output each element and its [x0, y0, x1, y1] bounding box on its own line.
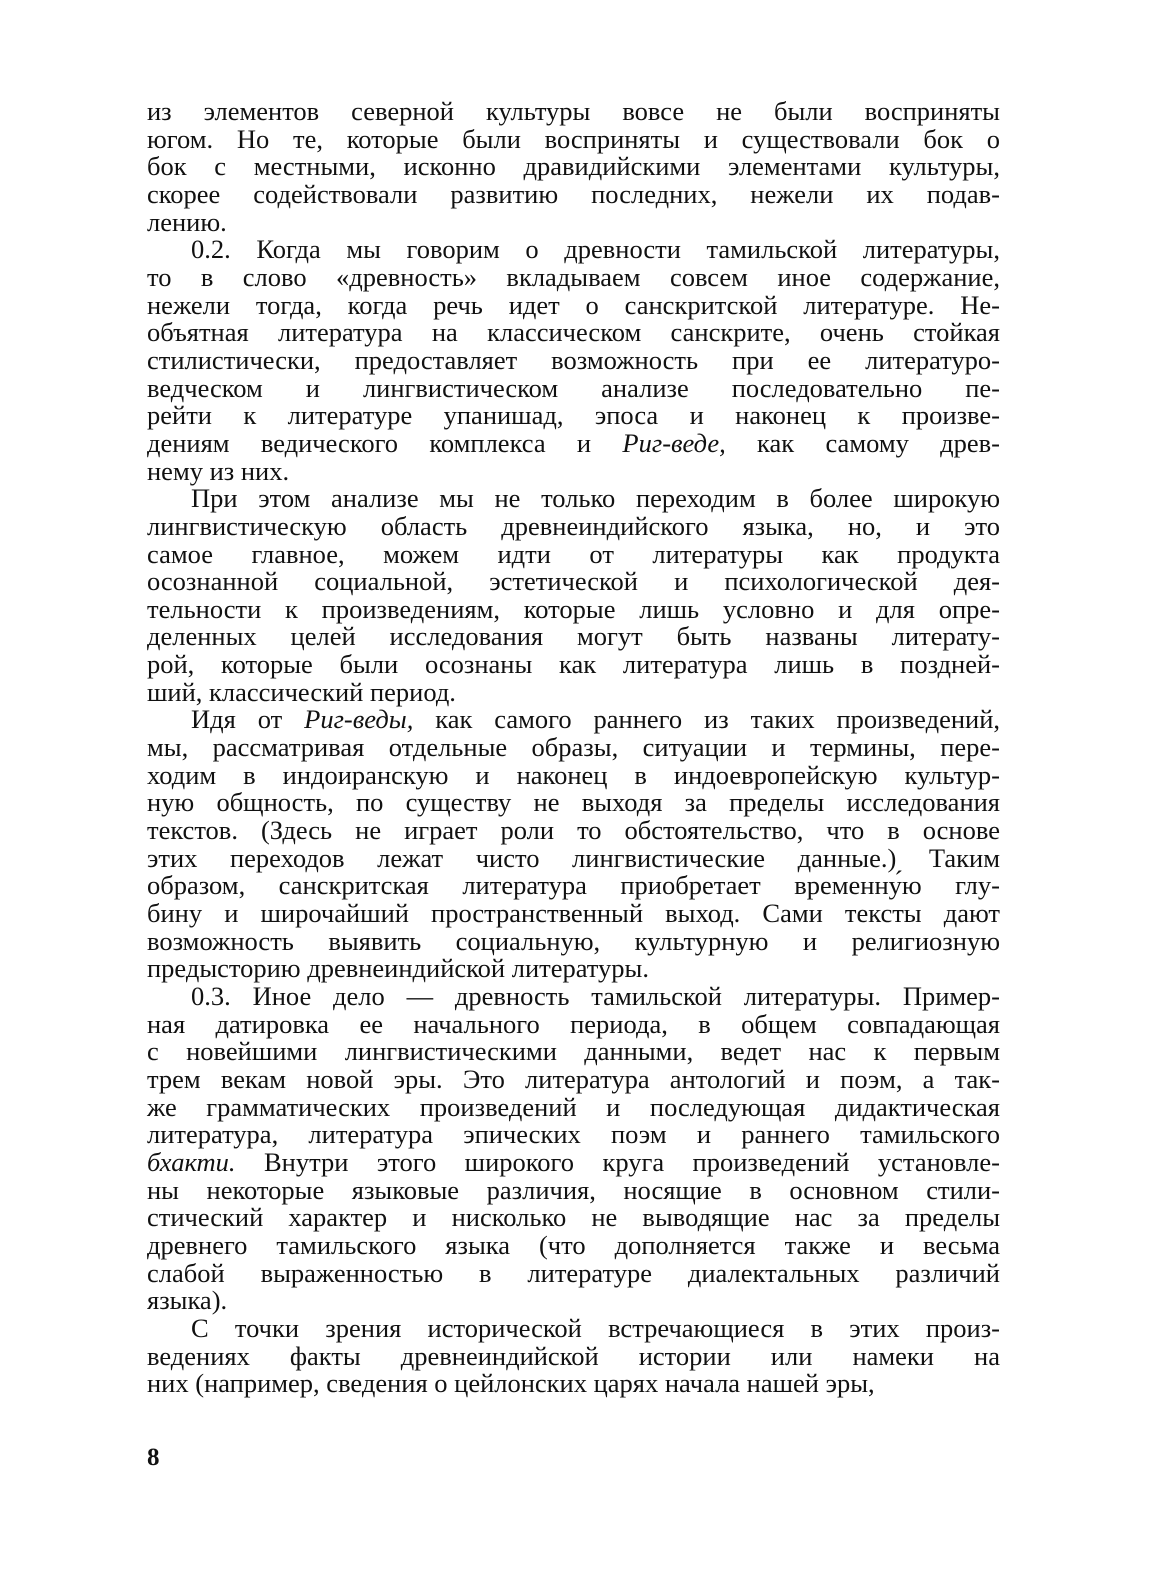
text-line	[147, 538, 1000, 569]
text-line	[147, 593, 1000, 624]
text-run: ведческом и лингвистическом анализе последовательно пе-	[147, 372, 1000, 403]
text-line	[147, 1257, 1000, 1288]
text-run: ший, классический период.	[147, 676, 456, 707]
text-run: из элементов северной культуры вовсе не были восприняты	[147, 96, 1000, 126]
text-line	[147, 955, 1000, 983]
text-line	[147, 1287, 1000, 1315]
text-run: рой, которые были осознаны как литература лишь в поздней-	[147, 649, 1000, 680]
page-body	[147, 98, 1000, 1398]
text-run: мы, рассматривая отдельные образы, ситуации и термины, пере-	[147, 732, 1000, 763]
text-line	[147, 178, 1000, 209]
text-run: бок с местными, исконно дравидийскими элементами культуры,	[147, 151, 1000, 182]
text-line	[147, 1008, 1000, 1039]
text-run: Идя от	[191, 704, 305, 735]
text-line	[147, 455, 1000, 486]
text-line	[147, 759, 1000, 790]
text-line	[147, 900, 1000, 928]
text-run: деленных целей исследования могут быть названы литерату-	[147, 621, 1000, 652]
italic-term: Риг-веды,	[304, 704, 414, 735]
text-run: тельности к произведениям, которые лишь условно и для опре-	[147, 593, 1000, 624]
text-run: текстов. (Здесь не играет роли то обстоятельство, что в основе	[147, 815, 1000, 846]
text-line	[147, 1121, 1000, 1149]
text-run: образом, санскритская литература приобретает временну́ю глу-	[147, 870, 1000, 901]
text-run: С точки зрения исторической встречающиеся в этих произ-	[191, 1312, 1000, 1343]
text-run: объятная литература на классическом санскрите, очень стойкая	[147, 317, 1000, 348]
text-line	[147, 1038, 1000, 1066]
text-line	[147, 651, 1000, 679]
italic-term: бхакти.	[147, 1146, 236, 1177]
text-run: 0.2. Когда мы говорим о древности тамильской литературы,	[191, 234, 1000, 265]
text-line	[147, 568, 1000, 596]
text-line	[147, 206, 1000, 237]
text-run: то в слово «древность» вкладываем совсем иное содержание,	[147, 261, 1000, 292]
text-run: осознанной социальной, эстетической и психологической дея-	[147, 566, 1000, 597]
text-run: рейти к литературе упанишад, эпоса и наконец к произве-	[147, 400, 1000, 431]
text-line	[147, 98, 1000, 126]
text-run: языка).	[147, 1285, 228, 1316]
text-line	[147, 372, 1000, 403]
text-line	[147, 1312, 1000, 1343]
page-number: 8	[147, 1444, 160, 1471]
text-run: югом. Но те, которые были восприняты и существовали бок о	[147, 123, 1000, 154]
text-run: трем векам новой эры. Это литература антологий и поэм, а так-	[147, 1063, 1000, 1094]
text-line	[147, 427, 1000, 458]
text-run: нему из них.	[147, 455, 290, 486]
text-run: ную общность, по существу не выходя за пределы исследования	[147, 787, 1000, 818]
text-line	[147, 1229, 1000, 1260]
text-run: ходим в индоиранскую и наконец в индоевропейскую культур-	[147, 759, 1000, 790]
text-run: бину и широчайший пространственный выход. Сами тексты дают	[147, 898, 1000, 929]
text-run: с новейшими лингвистическими данными, ведет нас к первым	[147, 1036, 1000, 1067]
text-run: возможность выявить социальную, культурную и религиозную	[147, 925, 1000, 956]
paragraph	[147, 98, 1000, 236]
text-line	[147, 789, 1000, 817]
text-run: Внутри этого широкого круга произведений установле-	[235, 1146, 1000, 1177]
paragraph	[147, 983, 1000, 1315]
text-run: дениям ведического комплекса и	[147, 427, 623, 458]
italic-term: Риг-веде,	[622, 427, 726, 458]
text-run: как самому древ-	[725, 427, 1000, 458]
text-line	[147, 319, 1000, 347]
text-line	[147, 289, 1000, 320]
text-run: 0.3. Иное дело — древность тамильской литературы. Пример-	[191, 981, 1000, 1011]
text-line	[147, 925, 1000, 956]
paragraph	[147, 1312, 1000, 1399]
text-line	[147, 1340, 1000, 1371]
text-run: ная датировка ее начального периода, в общем совпадающая	[147, 1008, 1000, 1039]
text-line	[147, 872, 1000, 900]
text-run: древнего тамильского языка (что дополняется также и весьма	[147, 1229, 1000, 1260]
text-line	[147, 623, 1000, 651]
text-run: При этом анализе мы не только переходим в более широкую	[191, 483, 1000, 514]
text-line	[147, 344, 1000, 375]
text-run: же грамматических произведений и последующая дидактическая	[147, 1091, 1000, 1122]
text-line	[147, 734, 1000, 762]
text-run: них (например, сведения о цейлонских царях начала нашей эры,	[147, 1368, 875, 1399]
text-run: скорее содействовали развитию последних, нежели их подав-	[147, 178, 1000, 209]
text-line	[147, 676, 1000, 707]
text-line	[147, 1063, 1000, 1094]
text-run: ведениях факты древнеиндийской истории или намеки на	[147, 1340, 1000, 1371]
text-line	[147, 817, 1000, 845]
text-run: самое главное, можем идти от литературы как продукта	[147, 538, 1000, 569]
text-run: лингвистическую область древнеиндийского языка, но, и это	[147, 510, 1000, 541]
text-line	[147, 123, 1000, 154]
text-line	[147, 1174, 1000, 1205]
text-line	[147, 842, 1000, 873]
text-line	[147, 1370, 1000, 1398]
text-line	[147, 402, 1000, 430]
text-run: нежели тогда, когда речь идет о санскритской литературе. Не-	[147, 289, 1000, 320]
paragraph	[147, 485, 1000, 706]
text-run: предысторию древнеиндийской литературы.	[147, 953, 649, 984]
text-line	[147, 983, 1000, 1011]
text-line	[147, 153, 1000, 181]
text-run: этих переходов лежат чисто лингвистические данные.) Таким	[147, 842, 1000, 873]
text-line	[147, 261, 1000, 292]
text-run: слабой выраженностью в литературе диалектальных различий	[147, 1257, 1000, 1288]
text-run: стилистически, предоставляет возможность при ее литературо-	[147, 344, 1000, 375]
text-run: литература, литература эпических поэм и раннего тамильского	[147, 1119, 1000, 1150]
text-run: ны некоторые языковые различия, носящие в основном стили-	[147, 1174, 1000, 1205]
text-line	[147, 510, 1000, 541]
text-line	[147, 1146, 1000, 1177]
paragraph	[147, 236, 1000, 485]
text-line	[147, 236, 1000, 264]
text-run: как самого раннего из таких произведений,	[413, 704, 1001, 735]
text-line	[147, 706, 1000, 734]
paragraph	[147, 706, 1000, 983]
text-run: стический характер и нисколько не выводящие нас за пределы	[147, 1202, 1000, 1233]
text-line	[147, 1091, 1000, 1122]
text-run: лению.	[147, 206, 227, 237]
text-line	[147, 485, 1000, 513]
text-line	[147, 1204, 1000, 1232]
